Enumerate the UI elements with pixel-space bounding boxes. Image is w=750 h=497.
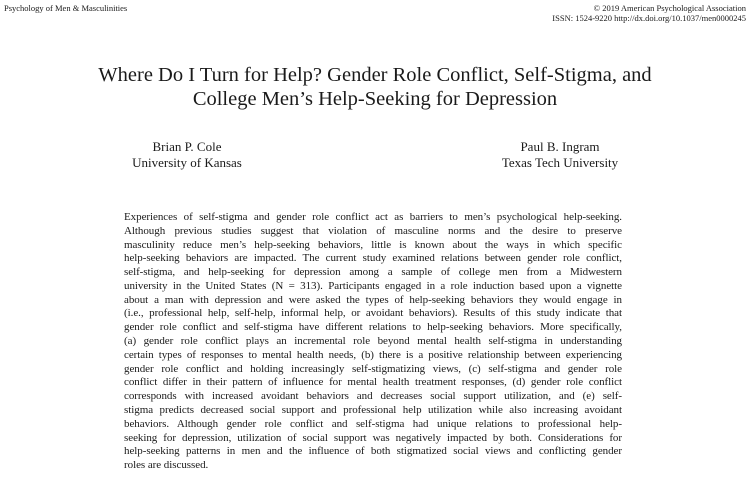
abstract-line: Experiences of self-stigma and gender role conflict act as barriers to men’s psychological help-seeking. [124,211,622,223]
title-line-1: Where Do I Turn for Help? Gender Role Conflict, Self-Stigma, and [98,64,652,86]
issn-doi-line: ISSN: 1524-9220 http://dx.doi.org/10.1037/men0000245 [552,13,746,23]
abstract [124,211,622,473]
abstract-line: corresponds with increased avoidant behaviors and decreases social support utilization, and (e) self- [124,390,622,403]
abstract-line: gender role conflict and holding increasingly self-stigmatizing views, (c) self-stigma and gender role [124,362,622,375]
abstract-line: self-stigma, and help-seeking for depression among a sample of college men from a Midwestern [124,266,622,279]
abstract-line: (a) gender role conflict plays an incremental role beyond mental health self-stigma in understanding [124,335,622,348]
abstract-line: help-seeking behaviors are impacted. The current study examined relations between gender role conflict, [124,252,622,265]
author-affiliation: Texas Tech University [501,155,619,170]
author-block-2 [482,139,638,171]
abstract-line: about a man with depression and were asked the types of help-seeking behaviors they would engage in [124,293,622,306]
abstract-line: masculinity reduce men’s help-seeking behaviors, little is known about the ways in which specific [124,238,622,251]
abstract-line: gender role conflict and self-stigma have different relations to help-seeking behaviors. More specifically, [124,321,622,334]
journal-name: Psychology of Men & Masculinities [4,3,128,13]
abstract-line: Although previous studies suggest that violation of masculine norms and the desire to preserve [124,224,622,237]
abstract-line: certain types of responses to mental health needs, (b) there is a positive relationship between experiencing [124,348,622,361]
paper-title [20,63,730,111]
abstract-line: stigma predicts decreased social support and professional help utilization while also increasing avoidant [124,403,622,416]
abstract-line: help-seeking patterns in men and the influence of both stigmatized social views and conflicting gender [124,445,622,458]
abstract-line: university in the United States (N = 313). Participants engaged in a role induction based upon a vignette [124,279,622,292]
author-affiliation: University of Kansas [132,155,242,170]
abstract-line: conflict differ in their pattern of influence for mental health treatment responses, (d) gender role conflict [124,376,622,389]
copyright-line: © 2019 American Psychological Association [593,3,746,13]
author-name: Brian P. Cole [152,139,222,154]
author-block-1 [112,139,262,171]
abstract-line: roles are discussed. [124,459,209,472]
publication-info [552,3,746,23]
author-name: Paul B. Ingram [520,139,600,154]
title-line-2: College Men’s Help-Seeking for Depression [192,88,558,110]
abstract-line: (i.e., professional help, self-help, informal help, or avoidant behaviors). Results of this study indicate that [124,307,622,320]
abstract-line: behaviors. Although gender role conflict and self-stigma had unique relations to professional help- [124,417,622,430]
abstract-line: seeking for depression, utilization of social support was negatively impacted by both. Considerations for [124,431,622,444]
